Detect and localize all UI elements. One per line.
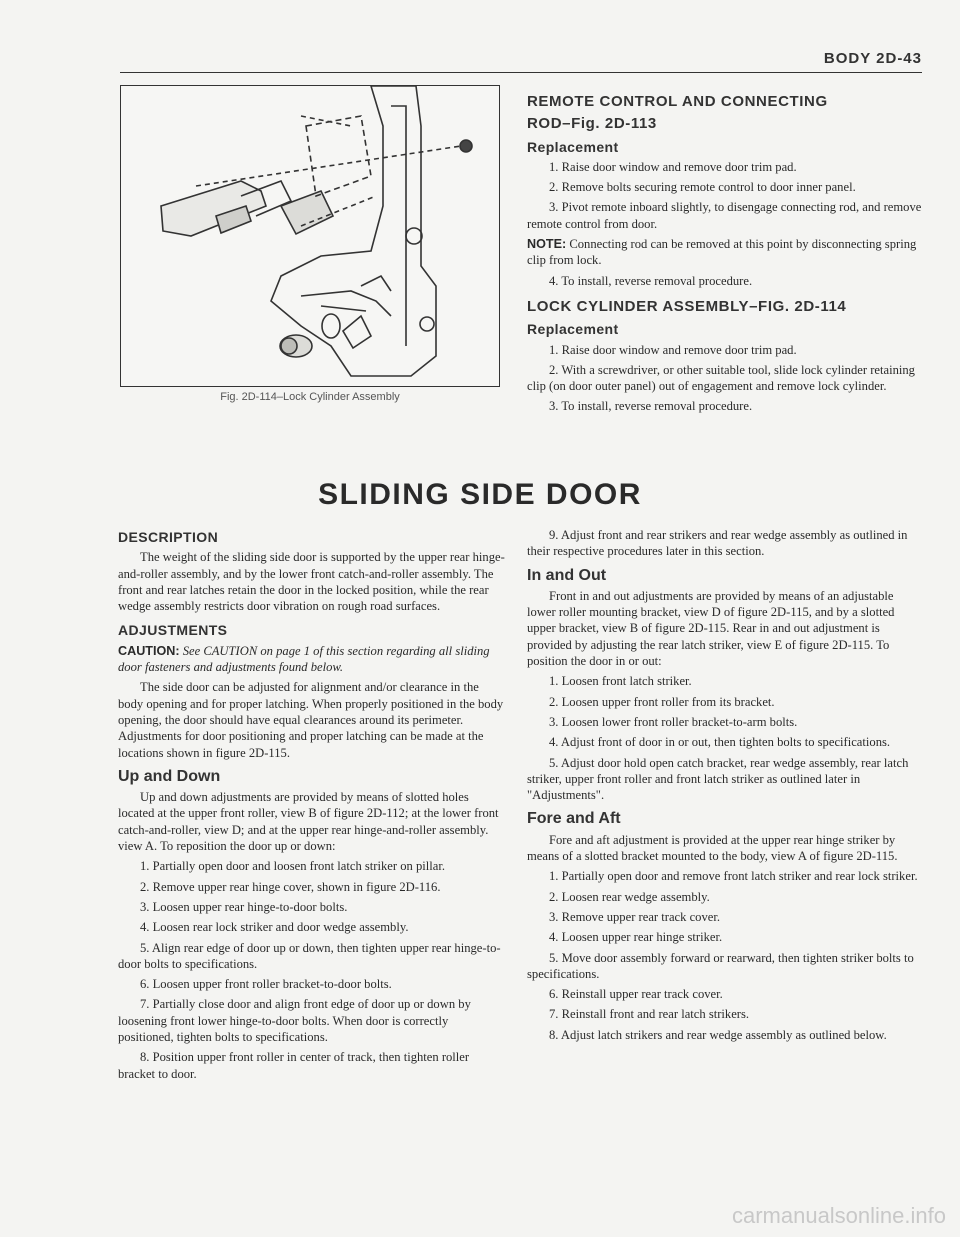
step: 5. Align rear edge of door up or down, then tighten upper rear hinge-to-door bolts to specifications.	[118, 940, 501, 971]
description-heading: DESCRIPTION	[118, 529, 219, 545]
step: 2. Loosen upper front roller from its bracket.	[549, 694, 775, 709]
step: 2. Remove upper rear hinge cover, shown in figure 2D-116.	[140, 879, 441, 894]
left-column	[118, 527, 506, 1086]
remote-control-section	[527, 94, 923, 419]
caution-label: CAUTION:	[118, 643, 180, 658]
step: 6. Loosen upper front roller bracket-to-door bolts.	[140, 977, 392, 992]
step: 5. Move door assembly forward or rearward, then tighten striker bolts to specifications.	[527, 950, 914, 981]
step: 5. Adjust door hold open catch bracket, rear wedge assembly, rear latch striker, upper front roller and front latch striker as outlined later in "Adjustments".	[527, 755, 909, 803]
step: 3. Loosen lower front roller bracket-to-arm bolts.	[549, 714, 798, 729]
fore-and-aft-paragraph: Fore and aft adjustment is provided at the upper rear hinge striker by means of a slotted bracket mounted to the body, view A of figure 2D-115.	[527, 832, 898, 864]
step: 1. Loosen front latch striker.	[549, 674, 692, 689]
caution	[118, 643, 506, 676]
note-label: NOTE:	[527, 237, 567, 252]
step: 3. Pivot remote inboard slightly, to disengage connecting rod, and remove remote control from door.	[527, 200, 922, 231]
adjust-paragraph: The side door can be adjusted for alignment and/or clearance in the body opening and for proper latching. When properly positioned in the body opening, the door should have equal clearances around its perimeter. Adjustments for door positioning and proper latching can be made at the locations shown in figure 2D-115.	[118, 680, 504, 760]
step: 4. To install, reverse removal procedure.	[549, 273, 753, 288]
remote-control-heading-2: ROD–Fig. 2D-113	[527, 115, 657, 133]
step: 3. Remove upper rear track cover.	[549, 909, 720, 924]
watermark: carmanualsonline.info	[731, 1203, 946, 1228]
note-text: Connecting rod can be removed at this point by disconnecting spring clip from lock.	[527, 237, 917, 268]
page-header	[120, 50, 922, 73]
step: 4. Loosen upper rear hinge striker.	[549, 930, 723, 945]
note	[527, 236, 923, 269]
step: 3. To install, reverse removal procedure.	[549, 399, 753, 414]
figure-caption: Fig. 2D-114–Lock Cylinder Assembly	[220, 391, 400, 403]
in-and-out-heading: In and Out	[527, 566, 607, 584]
step: 7. Reinstall front and rear latch strikers.	[549, 1007, 750, 1022]
step: 4. Loosen rear lock striker and door wedge assembly.	[140, 920, 409, 935]
step: 8. Position upper front roller in center of track, then tighten roller bracket to door.	[118, 1050, 470, 1081]
up-and-down-paragraph: Up and down adjustments are provided by means of slotted holes located at the upper front roller, view B of figure 2D-112; at the lower front catch-and-roller, view D; and at the upper rear hinge-and-roller assembly. view A. To reposition the door up or down:	[118, 790, 499, 854]
up-and-down-heading: Up and Down	[118, 767, 221, 785]
lock-cylinder-figure	[120, 85, 500, 387]
fore-and-aft-heading: Fore and Aft	[527, 810, 621, 828]
step: 2. Loosen rear wedge assembly.	[549, 889, 710, 904]
step: 9. Adjust front and rear strikers and rear wedge assembly as outlined in their respective procedures later in this section.	[527, 528, 908, 559]
section-title: SLIDING SIDE DOOR	[318, 478, 642, 511]
step: 1. Raise door window and remove door trim pad.	[549, 159, 797, 174]
right-column	[527, 527, 923, 1047]
lock-cylinder-illustration	[121, 86, 499, 386]
step: 2. Remove bolts securing remote control to door inner panel.	[549, 180, 856, 195]
step: 1. Raise door window and remove door trim pad.	[549, 342, 797, 357]
step: 1. Partially open door and loosen front latch striker on pillar.	[140, 859, 445, 874]
step: 8. Adjust latch strikers and rear wedge assembly as outlined below.	[549, 1027, 887, 1042]
page-number: BODY 2D-43	[823, 50, 922, 67]
step: 4. Adjust front of door in or out, then tighten bolts to specifications.	[549, 735, 891, 750]
replacement-heading: Replacement	[527, 321, 619, 338]
adjustments-heading: ADJUSTMENTS	[118, 622, 228, 639]
lock-cylinder-heading: LOCK CYLINDER ASSEMBLY–FIG. 2D-114	[527, 297, 847, 315]
description-paragraph: The weight of the sliding side door is supported by the upper rear hinge-and-roller assembly, and by the lower front catch-and-roller assembly. The front and rear latches retain the door in the locked position, while the rear wedge assembly restricts door vibration on rough road surfaces.	[118, 550, 505, 614]
step: 1. Partially open door and remove front latch striker and rear lock striker.	[549, 869, 918, 884]
remote-control-heading: REMOTE CONTROL AND CONNECTING	[527, 93, 828, 110]
step: 6. Reinstall upper rear track cover.	[549, 987, 723, 1002]
in-and-out-paragraph: Front in and out adjustments are provided by means of an adjustable lower roller mounting bracket, view D of figure 2D-115, and by a slotted upper bracket, view B of figure 2D-115. Rear in and out adjustment is provided by adjusting the rear latch striker, view E of figure 2D-115. To position the door in or out:	[527, 588, 895, 669]
replacement-heading: Replacement	[527, 138, 619, 155]
caution-text: See CAUTION on page 1 of this section regarding all sliding door fasteners and adjustments found below.	[118, 643, 490, 675]
step: 7. Partially close door and align front edge of door up or down by loosening front lower hinge-to-door bolts. When door is correctly positioned, tighten bolts to specifications.	[118, 997, 471, 1045]
step: 2. With a screwdriver, or other suitable tool, slide lock cylinder retaining clip (on door outer panel) out of engagement and remove lock cylinder.	[527, 362, 915, 394]
step: 3. Loosen upper rear hinge-to-door bolts.	[140, 899, 348, 914]
